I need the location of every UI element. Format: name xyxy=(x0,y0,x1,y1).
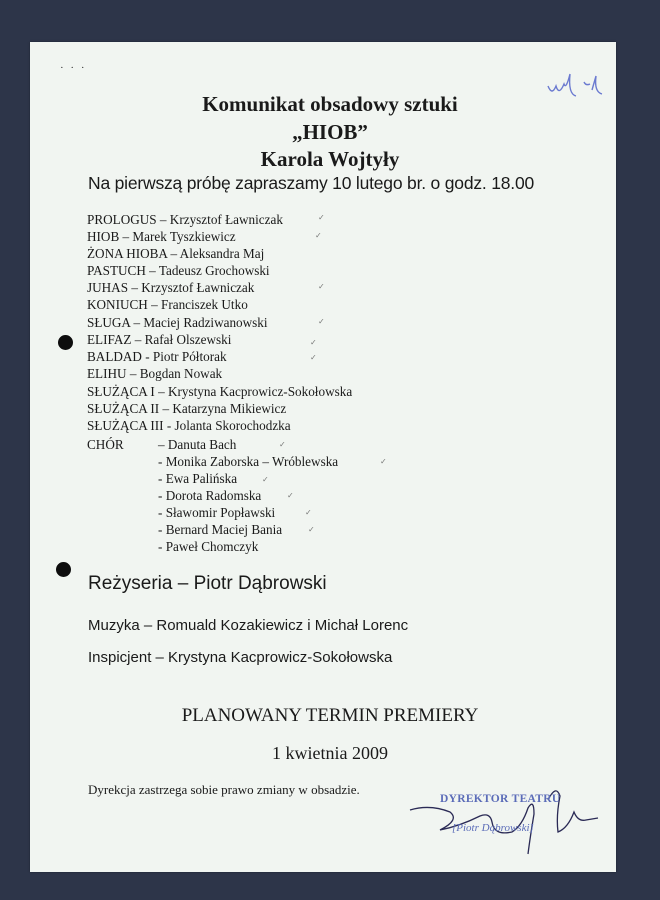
cast-line: KONIUCH – Franciszek Utko xyxy=(87,297,248,312)
author-line: Karola Wojtyły xyxy=(260,147,400,171)
header-line-1: Komunikat obsadowy sztuki xyxy=(202,92,458,116)
cast-line: PASTUCH – Tadeusz Grochowski xyxy=(87,263,270,278)
cast-line: BALDAD - Piotr Półtorak xyxy=(87,349,227,364)
cast-line: SŁUGA – Maciej Radziwanowski xyxy=(87,315,268,330)
premiere-date: 1 kwietnia 2009 xyxy=(272,743,388,763)
check-mark-icon: ✓ xyxy=(310,353,317,362)
check-mark-icon: ✓ xyxy=(310,338,317,347)
stage-manager-credit: Inspicjent – Krystyna Kacprowicz-Sokołowska xyxy=(88,649,393,666)
chorus-member: – Danuta Bach xyxy=(158,437,237,452)
punch-hole-top xyxy=(58,335,73,350)
cast-line: SŁUŻĄCA I – Krystyna Kacprowicz-Sokołowska xyxy=(87,384,353,399)
check-mark-icon: ✓ xyxy=(380,457,387,466)
ink-specks: · · · xyxy=(60,62,87,74)
cast-line: SŁUŻĄCA II – Katarzyna Mikiewicz xyxy=(87,401,287,416)
check-mark-icon: ✓ xyxy=(308,525,315,534)
chorus-member: - Dorota Radomska xyxy=(158,488,262,503)
cast-line: ŻONA HIOBA – Aleksandra Maj xyxy=(87,246,265,261)
stamp-name: [Piotr Dąbrowski] xyxy=(452,822,534,834)
punch-hole-bottom xyxy=(56,562,71,577)
check-mark-icon: ✓ xyxy=(305,508,312,517)
chorus-member: - Ewa Palińska xyxy=(158,471,238,486)
check-mark-icon: ✓ xyxy=(315,231,322,240)
rehearsal-invitation: Na pierwszą próbę zapraszamy 10 lutego br. o godz. 18.00 xyxy=(88,173,535,193)
cast-line: SŁUŻĄCA III - Jolanta Skorochodzka xyxy=(87,418,291,433)
check-mark-icon: ✓ xyxy=(262,475,269,484)
cast-line: ELIFAZ – Rafał Olszewski xyxy=(87,332,232,347)
cast-line: HIOB – Marek Tyszkiewicz xyxy=(87,229,236,244)
chorus-member: - Monika Zaborska – Wróblewska xyxy=(158,454,339,469)
check-mark-icon: ✓ xyxy=(318,213,325,222)
check-mark-icon: ✓ xyxy=(279,440,286,449)
check-mark-icon: ✓ xyxy=(287,491,294,500)
cast-line: PROLOGUS – Krzysztof Ławniczak xyxy=(87,212,283,227)
stamp-title: DYREKTOR TEATRU xyxy=(440,793,561,805)
direction-credit: Reżyseria – Piotr Dąbrowski xyxy=(88,573,327,594)
chorus-member: - Paweł Chomczyk xyxy=(158,539,259,554)
chorus-member: - Sławomir Popławski xyxy=(158,505,276,520)
chorus-label: CHÓR xyxy=(87,437,124,452)
check-mark-icon: ✓ xyxy=(318,282,325,291)
cast-line: ELIHU – Bogdan Nowak xyxy=(87,366,223,381)
play-title: „HIOB” xyxy=(292,120,368,144)
cast-line: JUHAS – Krzysztof Ławniczak xyxy=(87,280,255,295)
check-mark-icon: ✓ xyxy=(318,317,325,326)
chorus-member: - Bernard Maciej Bania xyxy=(158,522,283,537)
premiere-heading: PLANOWANY TERMIN PREMIERY xyxy=(181,705,479,726)
disclaimer-note: Dyrekcja zastrzega sobie prawo zmiany w obsadzie. xyxy=(88,782,360,797)
music-credit: Muzyka – Romuald Kozakiewicz i Michał Lorenc xyxy=(88,617,409,634)
